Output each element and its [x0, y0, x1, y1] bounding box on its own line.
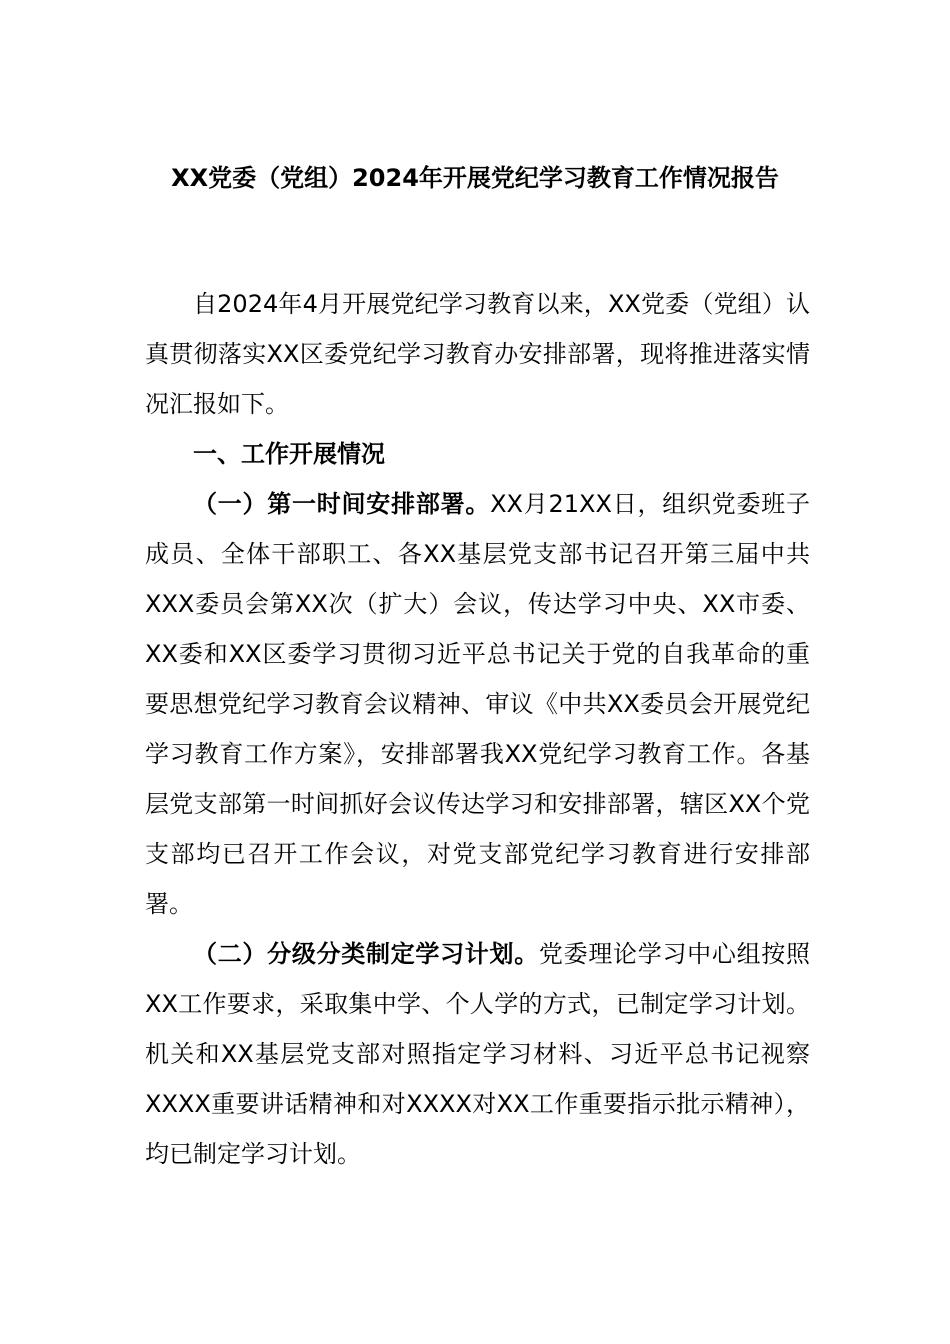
- item-2-text: 党委理论学习中心组按照XX工作要求，采取集中学、个人学的方式，已制定学习计划。机关和XX基层党支部对照指定学习材料、习近平总书记视察XXXX重要讲话精神和对XXXX对XX工作重要指示批示精神），均已制定学习计划。: [145, 940, 811, 1168]
- item-1-lead: （一）第一时间安排部署。: [193, 490, 491, 518]
- intro-paragraph: 自2024年4月开展党纪学习教育以来，XX党委（党组）认真贯彻落实XX区委党纪学习教育办安排部署，现将推进落实情况汇报如下。: [145, 290, 810, 418]
- item-2-lead: （二）分级分类制定学习计划。: [193, 940, 539, 968]
- item-2-paragraph: [145, 929, 810, 1179]
- item-1-text: XX月21XX日，组织党委班子成员、全体干部职工、各XX基层党支部书记召开第三届中共XXX委员会第XX次（扩大）会议，传达学习中央、XX市委、XX委和XX区委学习贯彻习近平总书记关于党的自我革命的重要思想党纪学习教育会议精神、审议《中共XX委员会开展党纪学习教育工作方案》，安排部署我XX党纪学习教育工作。各基层党支部第一时间抓好会议传达学习和安排部署，辖区XX个党支部均已召开工作会议，对党支部党纪学习教育进行安排部署。: [145, 490, 810, 918]
- item-1-paragraph: [145, 479, 810, 929]
- document-title: XX党委（党组）2024年开展党纪学习教育工作情况报告: [171, 164, 779, 192]
- section-heading-work-status: 一、工作开展情况: [193, 440, 385, 468]
- document-body: [145, 279, 810, 1179]
